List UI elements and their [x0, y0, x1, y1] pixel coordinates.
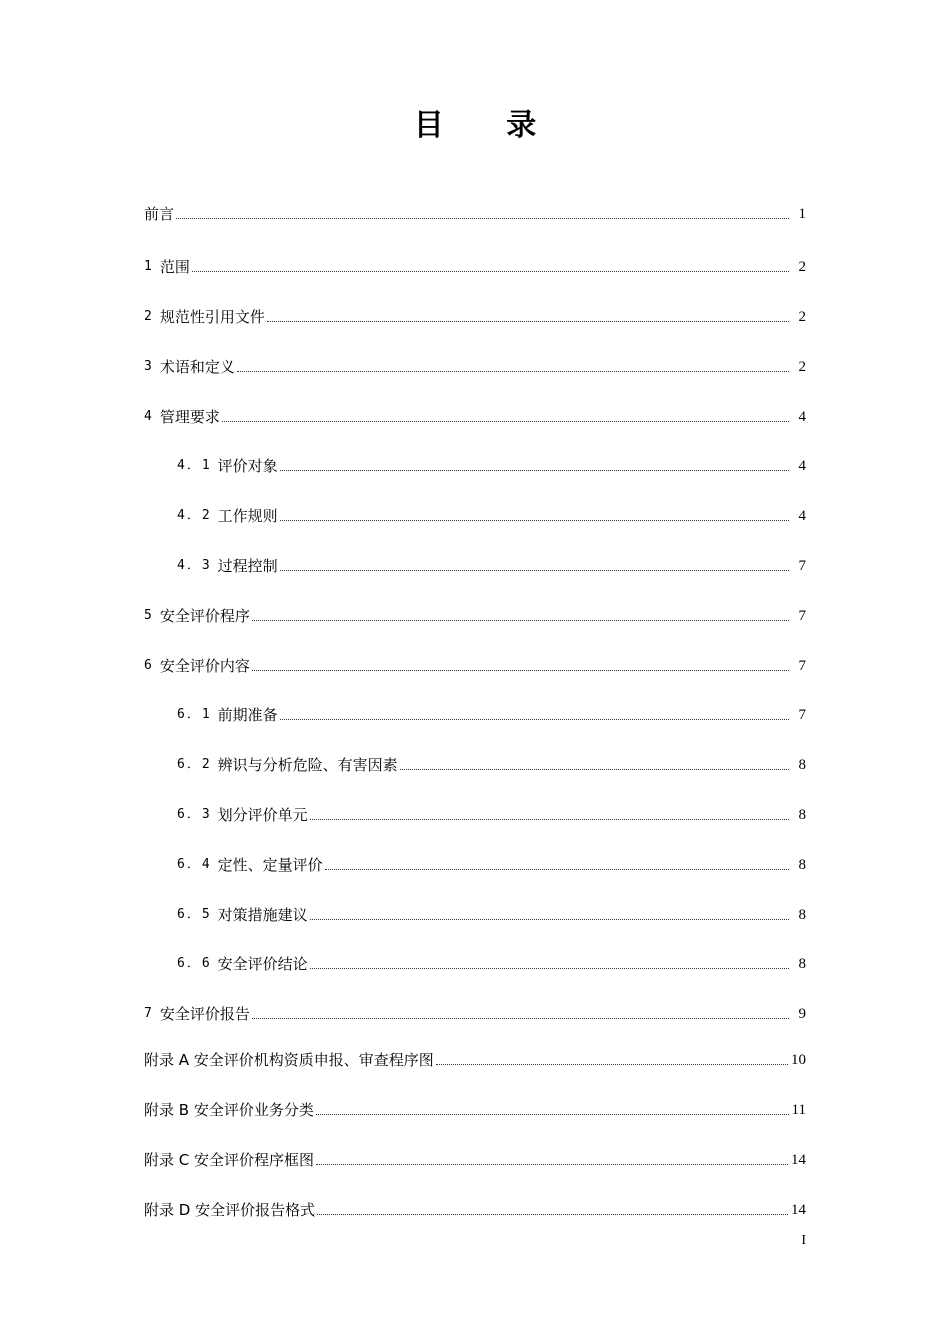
toc-page-number: 2: [798, 309, 806, 325]
toc-entry-6-1[interactable]: [177, 701, 806, 725]
toc-leader-dots: [252, 620, 789, 621]
table-of-contents: [144, 0, 806, 1344]
toc-entry-number: 6．2: [177, 757, 212, 772]
toc-entry-number: 1: [144, 259, 154, 274]
toc-entry-label: 范围: [159, 258, 190, 276]
toc-page-number: 4: [798, 508, 806, 524]
toc-page-number: 2: [798, 259, 806, 275]
toc-leader-dots: [280, 570, 789, 571]
toc-entry-number: 6: [144, 658, 154, 673]
toc-entry-label: 工作规则: [217, 507, 278, 525]
toc-entry-4-2[interactable]: [177, 502, 806, 526]
toc-page-number: 7: [798, 707, 806, 723]
toc-page-number: 9: [798, 1006, 806, 1022]
toc-entry-foreword[interactable]: [144, 200, 806, 224]
toc-entry-label: 附录 C 安全评价程序框图: [144, 1151, 315, 1169]
toc-page-number: 10: [791, 1052, 806, 1068]
toc-entry-appendix-b[interactable]: [144, 1096, 806, 1120]
toc-entry-label: 前言: [144, 205, 175, 223]
toc-entry-number: 6．3: [177, 807, 212, 822]
toc-entry-6-5[interactable]: [177, 901, 806, 925]
toc-leader-dots: [280, 470, 789, 471]
toc-entry-label: 附录 B 安全评价业务分类: [144, 1101, 314, 1119]
toc-page-number: 4: [798, 409, 806, 425]
toc-entry-number: 5: [144, 608, 154, 623]
toc-leader-dots: [316, 1114, 789, 1115]
toc-entry-label: 安全评价结论: [217, 955, 308, 973]
toc-leader-dots: [222, 421, 789, 422]
toc-leader-dots: [280, 719, 789, 720]
toc-entry-label: 规范性引用文件: [159, 308, 265, 326]
toc-leader-dots: [267, 321, 789, 322]
toc-entry-number: 2: [144, 309, 154, 324]
toc-page-number: 4: [798, 458, 806, 474]
toc-entry-appendix-c[interactable]: [144, 1146, 806, 1170]
toc-page-number: 7: [798, 558, 806, 574]
toc-page-number: 8: [798, 857, 806, 873]
toc-entry-4[interactable]: [144, 403, 806, 427]
toc-entry-number: 7: [144, 1006, 154, 1021]
toc-entry-6-6[interactable]: [177, 950, 806, 974]
toc-leader-dots: [310, 819, 789, 820]
toc-entry-label: 附录 A 安全评价机构资质申报、审查程序图: [144, 1051, 434, 1069]
toc-page-number: 2: [798, 359, 806, 375]
toc-page-number: 8: [798, 907, 806, 923]
toc-entry-number: 3: [144, 359, 154, 374]
toc-leader-dots: [252, 1018, 789, 1019]
toc-entry-label: 术语和定义: [159, 358, 235, 376]
toc-leader-dots: [192, 271, 789, 272]
toc-entry-3[interactable]: [144, 353, 806, 377]
toc-page-number: 8: [798, 807, 806, 823]
toc-leader-dots: [325, 869, 789, 870]
toc-leader-dots: [252, 670, 789, 671]
toc-entry-label: 安全评价程序: [159, 607, 250, 625]
toc-page-number: 8: [798, 757, 806, 773]
toc-entry-label: 对策措施建议: [217, 906, 308, 924]
toc-page-number: 8: [798, 956, 806, 972]
toc-entry-label: 辨识与分析危险、有害因素: [217, 756, 398, 774]
toc-entry-4-3[interactable]: [177, 552, 806, 576]
toc-page-number: 1: [798, 206, 806, 222]
toc-leader-dots: [280, 520, 789, 521]
page-title: 目 录: [413, 108, 563, 143]
toc-leader-dots: [310, 919, 789, 920]
toc-entry-7[interactable]: [144, 1000, 806, 1024]
toc-entry-number: 6．5: [177, 907, 212, 922]
toc-entry-label: 过程控制: [217, 557, 278, 575]
page-number-footer: I: [801, 1233, 806, 1248]
toc-entry-appendix-d[interactable]: [144, 1196, 806, 1220]
toc-leader-dots: [317, 1214, 788, 1215]
toc-entry-6-4[interactable]: [177, 851, 806, 875]
toc-entry-6-2[interactable]: [177, 751, 806, 775]
toc-entry-number: 6．4: [177, 857, 212, 872]
toc-page-number: 7: [798, 608, 806, 624]
toc-entry-4-1[interactable]: [177, 452, 806, 476]
toc-entry-label: 定性、定量评价: [217, 856, 323, 874]
toc-entry-appendix-a[interactable]: [144, 1046, 806, 1070]
toc-entry-number: 4．3: [177, 558, 212, 573]
toc-entry-6-3[interactable]: [177, 801, 806, 825]
toc-page-number: 14: [791, 1152, 806, 1168]
toc-leader-dots: [237, 371, 789, 372]
toc-entry-number: 6．1: [177, 707, 212, 722]
toc-leader-dots: [176, 218, 789, 219]
toc-entry-label: 安全评价报告: [159, 1005, 250, 1023]
toc-entry-number: 4．1: [177, 458, 212, 473]
toc-page-number: 7: [798, 658, 806, 674]
toc-entry-5[interactable]: [144, 602, 806, 626]
toc-entry-label: 附录 D 安全评价报告格式: [144, 1201, 316, 1219]
toc-page-number: 11: [791, 1102, 806, 1118]
toc-entry-label: 划分评价单元: [217, 806, 308, 824]
toc-entry-label: 管理要求: [159, 408, 220, 426]
toc-entry-number: 4: [144, 409, 154, 424]
toc-page-number: 14: [791, 1202, 806, 1218]
toc-entry-6[interactable]: [144, 652, 806, 676]
toc-entry-label: 前期准备: [217, 706, 278, 724]
toc-leader-dots: [436, 1064, 788, 1065]
toc-entry-number: 6．6: [177, 956, 212, 971]
toc-entry-label: 安全评价内容: [159, 657, 250, 675]
toc-entry-number: 4．2: [177, 508, 212, 523]
toc-leader-dots: [316, 1164, 788, 1165]
toc-leader-dots: [310, 968, 789, 969]
toc-entry-2[interactable]: [144, 303, 806, 327]
toc-leader-dots: [400, 769, 789, 770]
toc-entry-label: 评价对象: [217, 457, 278, 475]
toc-entry-1[interactable]: [144, 253, 806, 277]
